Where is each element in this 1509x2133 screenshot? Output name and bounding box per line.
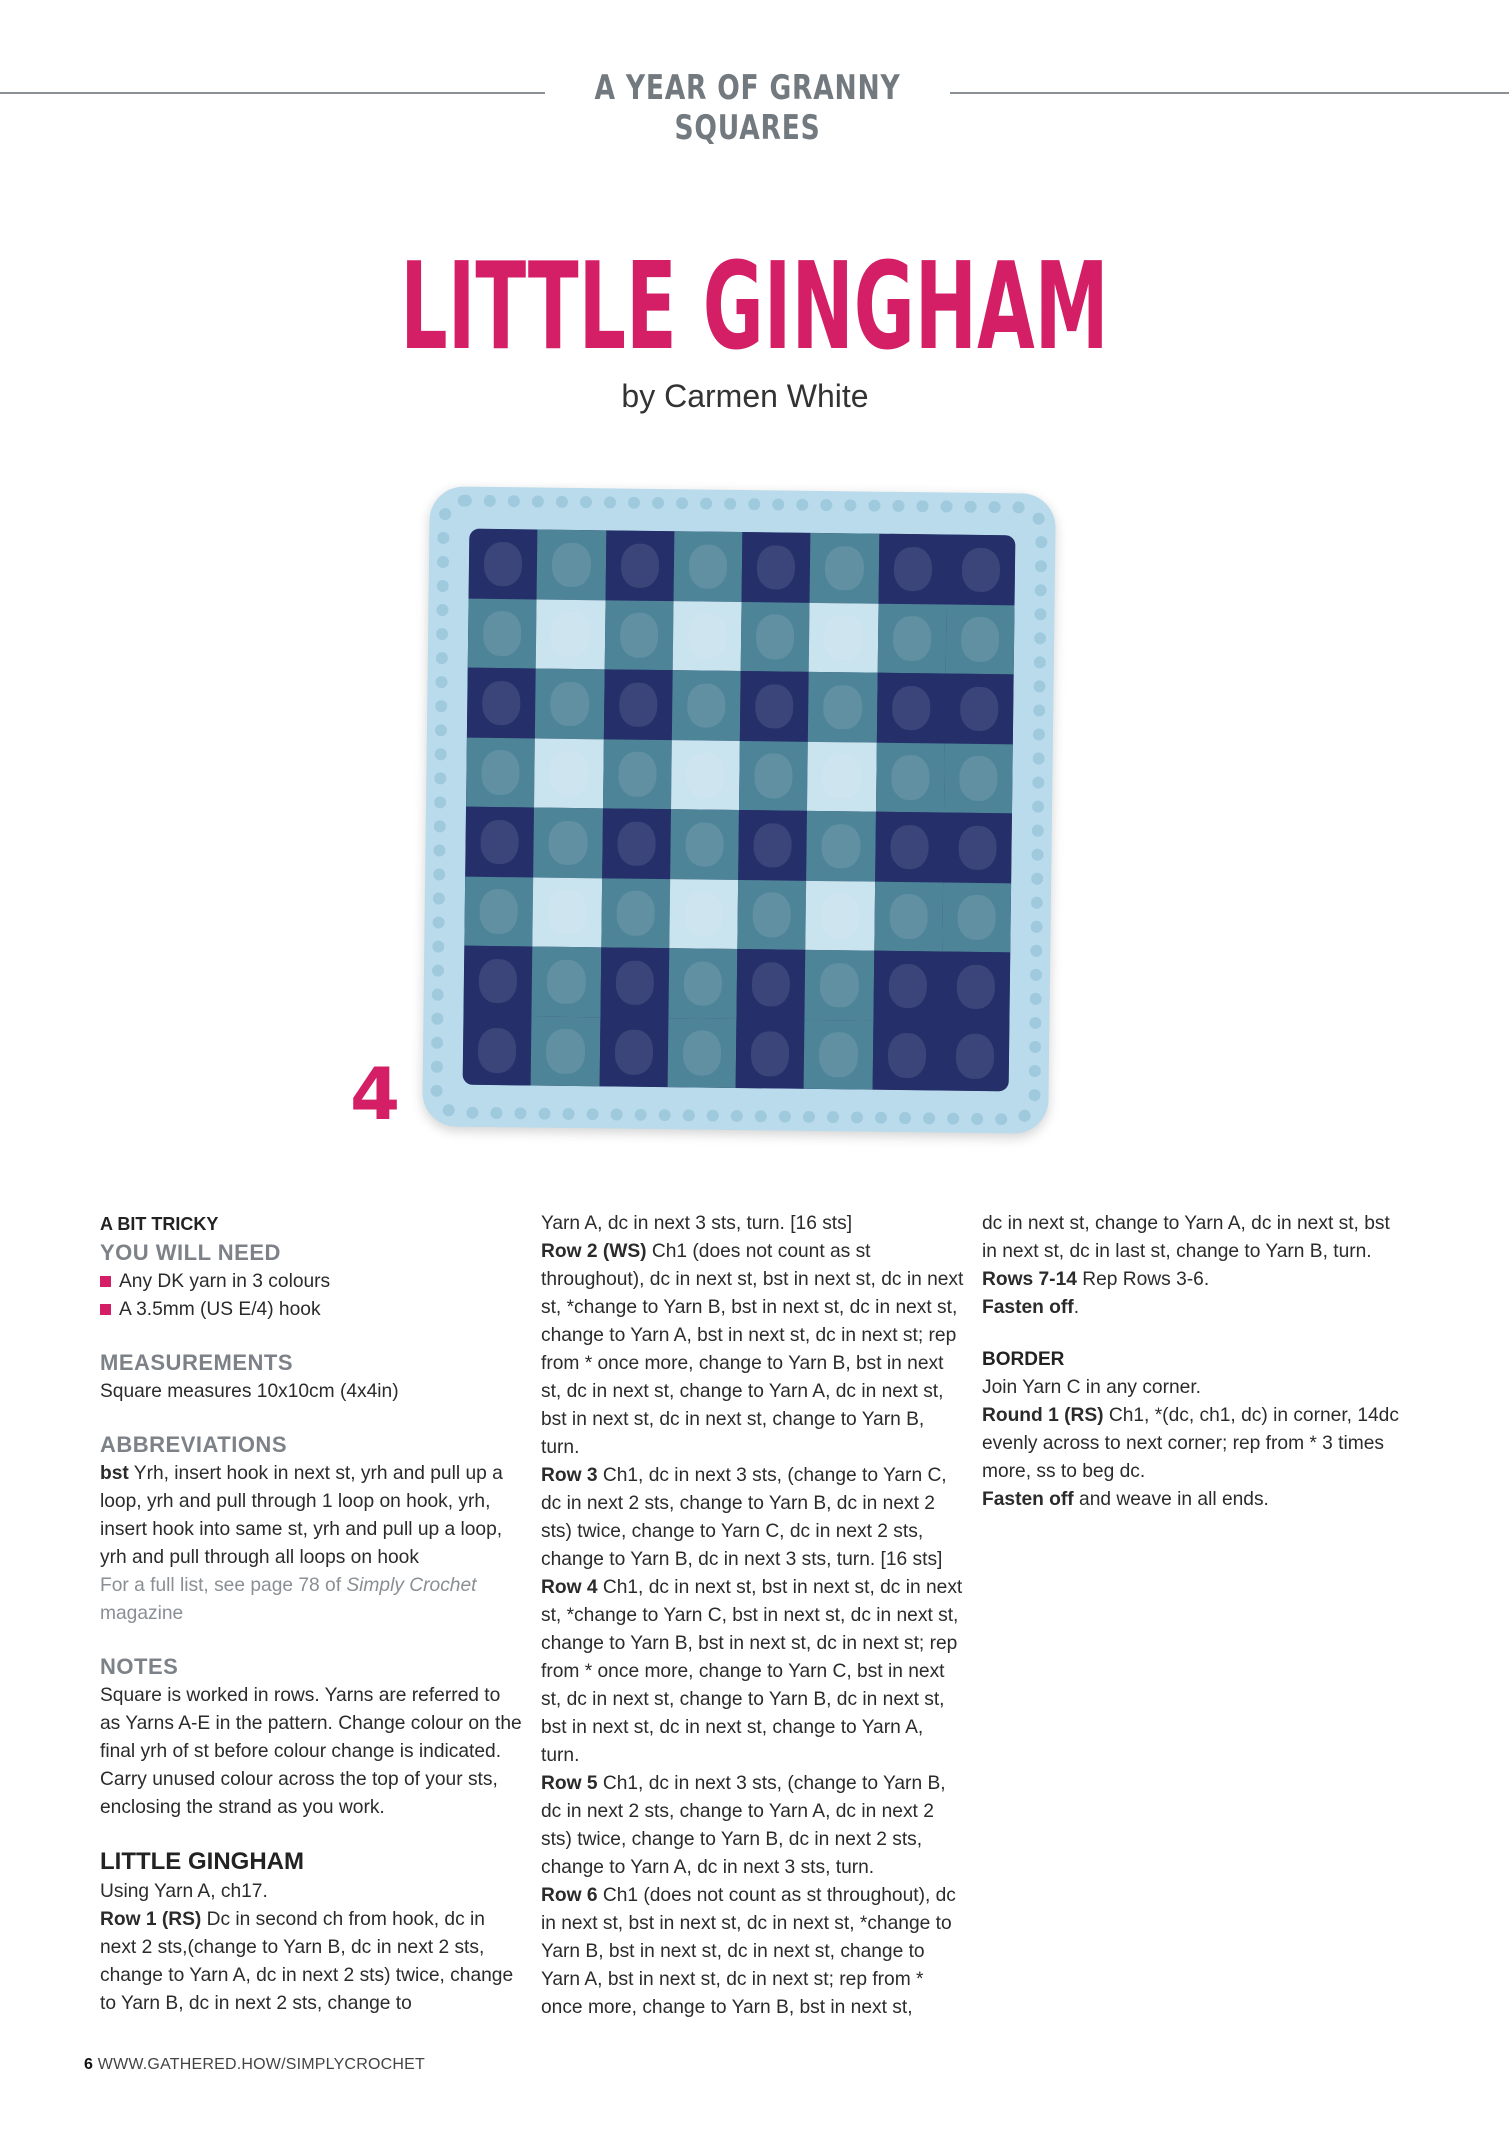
series-title: A YEAR OF GRANNY SQUARES [594,68,901,148]
gingham-cell [536,599,605,669]
border-fasten-off-text: and weave in all ends. [1073,1489,1269,1510]
notes-heading: NOTES [100,1654,179,1679]
gingham-cell [738,810,807,880]
page-footer [84,2056,425,2074]
column-1 [100,1210,525,2018]
gingham-cell [873,951,942,1021]
gingham-cell [804,1019,873,1089]
gingham-cell [945,604,1014,674]
notes-text: Square is worked in rows. Yarns are referred to as Yarns A-E in the pattern. Change colour on the final yrh of st before colour change is indicated. Carry unused colour across the top of your sts, enclosing the strand as you work. [100,1685,522,1818]
gingham-cell [603,739,672,809]
gingham-cell [736,949,805,1019]
rows-7-14-instruction-label: Rows 7-14 [982,1269,1077,1290]
gingham-cell [672,601,741,671]
round-1-instruction-label: Round 1 (RS) [982,1405,1104,1426]
gingham-cell [534,738,603,808]
gingham-cell [941,951,1010,1021]
rows-7-14-instruction [982,1266,1407,1294]
gingham-cell [604,600,673,670]
gingham-cell [537,530,606,600]
gingham-cell [469,529,538,599]
gingham-cell [946,535,1015,605]
gingham-cell [940,1021,1009,1091]
gingham-cell [740,671,809,741]
gingham-cell [671,740,740,810]
gingham-cell [466,737,535,807]
gingham-cell [533,877,602,947]
gingham-cell [601,878,670,948]
fasten-off-instruction-label: Fasten off [982,1297,1074,1318]
header-rule-left [0,92,545,94]
row-6-instruction [541,1882,966,2022]
row-3-instruction-label: Row 3 [541,1465,598,1486]
measurements-heading: MEASUREMENTS [100,1350,294,1375]
you-will-need-heading: YOU WILL NEED [100,1240,281,1265]
list-item: Any DK yarn in 3 colours [100,1268,525,1296]
granny-square-photo [422,486,1056,1134]
gingham-cell [533,807,602,877]
gingham-cell [531,1016,600,1086]
gingham-cell [535,669,604,739]
gingham-cell [673,531,742,601]
rows-7-14-instruction-text: Rep Rows 3-6. [1076,1269,1210,1290]
pattern-intro: Using Yarn A, ch17. [100,1881,268,1902]
border-intro: Join Yarn C in any corner. [982,1377,1201,1398]
row-5-instruction-label: Row 5 [541,1773,598,1794]
row-3-instruction [541,1462,966,1574]
row-4-instruction-text: Ch1, dc in next st, bst in next st, dc in next st, *change to Yarn C, bst in next st, dc in next st, change to Yarn B, bst in next st, dc in next st; rep from * once more, change to Yarn C, bst in next st, dc in next st, change to Yarn B, dc in next st, bst in next st, dc in next st, change to Yarn A, turn. [541,1577,963,1766]
gingham-cell [463,1015,532,1085]
row-1-instruction-text: Dc in second ch from hook, dc in next 2 sts,(change to Yarn B, dc in next 2 sts, change to Yarn A, dc in next 2 sts) twice, change to Yarn B, dc in next 2 sts, change to [100,1909,514,2014]
website-url: WWW.GATHERED.HOW/SIMPLYCROCHET [97,2056,425,2073]
gingham-cell [600,947,669,1017]
fasten-off-instruction-text: . [1073,1297,1080,1318]
gingham-cell [808,672,877,742]
bullet-square-icon [100,1304,111,1315]
pattern-title: LITTLE GINGHAM [400,238,1109,377]
gingham-cell [605,530,674,600]
gingham-cell [602,808,671,878]
row-6-continued: dc in next st, change to Yarn A, dc in next st, bst in next st, dc in last st, change to Yarn B, turn. [982,1213,1390,1262]
gingham-cell [667,1018,736,1088]
abbreviations-heading: ABBREVIATIONS [100,1432,287,1457]
gingham-cell [877,603,946,673]
page-number: 6 [84,2056,94,2073]
gingham-cell [943,813,1012,883]
border-heading: BORDER [982,1349,1065,1370]
row-2-instruction [541,1238,966,1462]
row-3-instruction-text: Ch1, dc in next 3 sts, (change to Yarn C, dc in next 2 sts, change to Yarn B, dc in next 2 sts) twice, change to Yarn C, dc in next 2 sts, change to Yarn B, dc in next 3 sts, turn. [16 sts] [541,1465,947,1570]
gingham-cell [878,534,947,604]
gingham-cell [464,876,533,946]
round-1-instruction [982,1402,1407,1486]
gingham-cell [876,673,945,743]
row-2-instruction-text: Ch1 (does not count as st throughout), dc in next st, bst in next st, dc in next st, *change to Yarn B, bst in next st, dc in next st, change to Yarn A, bst in next st, dc in next st; rep from * once more, change to Yarn B, bst in next st, dc in next st, change to Yarn A, dc in next st, bst in next st, dc in next st, change to Yarn B, turn. [541,1241,964,1458]
running-header [0,60,1509,148]
column-2 [541,1210,966,2022]
gingham-cell [945,674,1014,744]
border-fasten-off-label: Fasten off [982,1489,1074,1510]
square-number: 4 [350,1052,401,1136]
gingham-cell [741,602,810,672]
gingham-cell [942,882,1011,952]
gingham-cell [742,532,811,602]
gingham-cell [875,812,944,882]
header-rule-right [950,92,1509,94]
gingham-cell [806,880,875,950]
gingham-cell [807,741,876,811]
round-1-instruction-text: Ch1, *(dc, ch1, dc) in corner, 14dc evenly across to next corner; rep from * 3 times more, ss to beg dc. [982,1405,1399,1482]
gingham-cell [736,1018,805,1088]
abbreviation-term: bst [100,1463,129,1484]
column-3 [982,1210,1407,1514]
row-5-instruction [541,1770,966,1882]
gingham-cell [739,741,808,811]
pattern-heading: LITTLE GINGHAM [100,1848,304,1875]
row-1-continued: Yarn A, dc in next 3 sts, turn. [16 sts] [541,1213,853,1234]
gingham-cell [805,950,874,1020]
gingham-cell [944,743,1013,813]
bullet-square-icon [100,1276,111,1287]
gingham-cell [875,742,944,812]
gingham-cell [670,809,739,879]
gingham-cell [467,668,536,738]
gingham-cell [810,533,879,603]
gingham-pattern [463,529,1016,1092]
gingham-cell [463,946,532,1016]
fasten-off-instruction [982,1294,1407,1322]
gingham-cell [668,948,737,1018]
row-1-instruction [100,1906,525,2018]
row-4-instruction [541,1574,966,1770]
row-4-instruction-label: Row 4 [541,1577,598,1598]
gingham-cell [672,670,741,740]
abbreviations-reference: For a full list, see page 78 of Simply Crochet magazine [100,1575,477,1624]
gingham-cell [468,598,537,668]
gingham-cell [669,879,738,949]
row-6-instruction-text: Ch1 (does not count as st throughout), dc in next st, bst in next st, dc in next st, *change to Yarn B, bst in next st, dc in next st, change to Yarn A, bst in next st, dc in next st; rep from * once more, change to Yarn B, bst in next st, [541,1885,956,2018]
row-6-instruction-label: Row 6 [541,1885,598,1906]
gingham-cell [737,879,806,949]
list-item: A 3.5mm (US E/4) hook [100,1296,525,1324]
gingham-cell [872,1020,941,1090]
measurements-text: Square measures 10x10cm (4x4in) [100,1381,399,1402]
gingham-cell [806,811,875,881]
row-2-instruction-label: Row 2 (WS) [541,1241,647,1262]
abbreviation-definition: Yrh, insert hook in next st, yrh and pull up a loop, yrh and pull through 1 loop on hook, yrh, insert hook into same st, yrh and pull up a loop, yrh and pull through all loops on hook [100,1463,503,1568]
gingham-cell [465,807,534,877]
byline: by Carmen White [621,378,869,414]
gingham-cell [603,669,672,739]
difficulty-label: A BIT TRICKY [100,1214,219,1234]
gingham-cell [599,1017,668,1087]
row-1-instruction-label: Row 1 (RS) [100,1909,202,1930]
gingham-cell [809,602,878,672]
gingham-cell [532,946,601,1016]
border-fasten-off [982,1486,1407,1514]
row-5-instruction-text: Ch1, dc in next 3 sts, (change to Yarn B, dc in next 2 sts, change to Yarn A, dc in next 2 sts) twice, change to Yarn B, dc in next 2 sts, change to Yarn A, dc in next 3 sts, turn. [541,1773,946,1878]
abbreviation-entry [100,1460,525,1572]
gingham-cell [874,881,943,951]
